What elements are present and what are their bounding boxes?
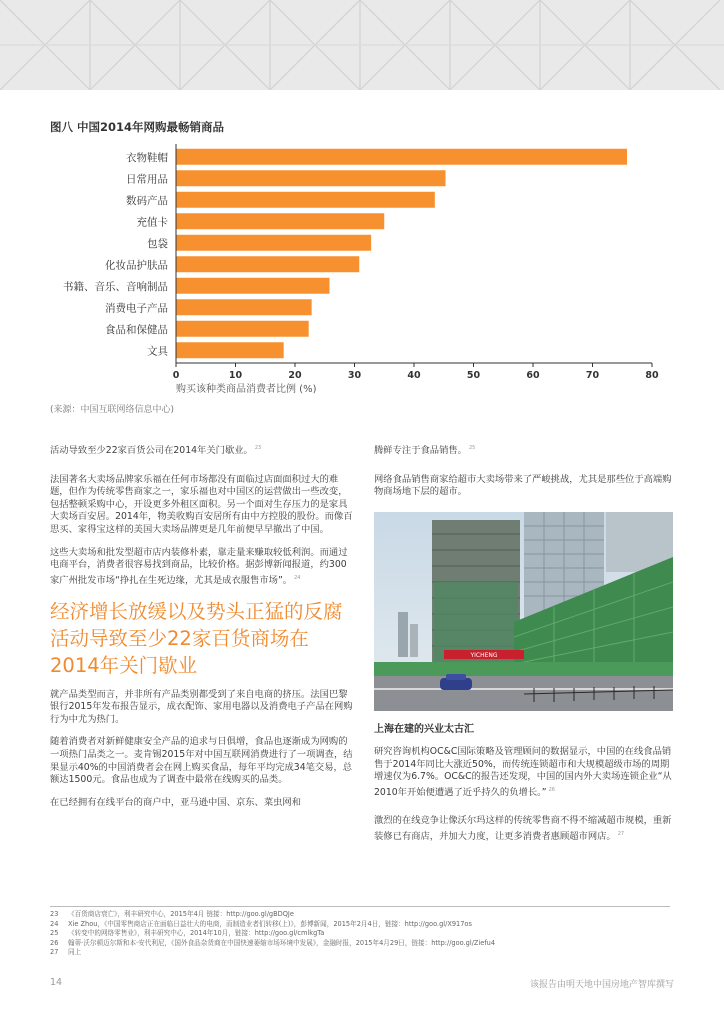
paragraph: 活动导致至少22家百货公司在2014年关门歇业。 $^{23}$ [50,445,262,457]
category-label: 书籍、音乐、音响制品 [63,280,168,293]
sign-text: YICHENG [470,652,498,659]
footnote-ref: 25 [468,445,476,451]
page-footer: 该报告由明天地中国房地产智库撰写 [529,980,674,990]
bar [176,299,312,315]
category-label: 食品和保健品 [105,323,168,336]
category-label: 数码产品 [126,194,168,207]
bar [176,278,330,294]
category-label: 消费电子产品 [105,302,168,315]
header-banner [0,0,724,90]
category-label: 化妆品护肤品 [105,259,168,272]
x-tick-label: 0 [172,370,180,381]
left-column [50,442,355,819]
bar [176,213,384,229]
x-tick-label: 60 [526,370,540,381]
photo-caption: 上海在建的兴业太古汇 [374,724,474,735]
category-label: 日常用品 [126,173,168,186]
bar [176,149,627,165]
footnote-ref: 27 [617,831,625,838]
construction-photo [374,512,673,711]
category-label: 文具 [147,345,168,358]
footnotes [50,906,670,958]
paragraph: 随着消费者对新鲜健康安全产品的追求与日俱增，食品也逐渐成为网购的一项热门品类之一。麦肯锡2015年对中国互联网消费进行了一项调查，结果显示40%的中国消费者会在网上购买食品，每年平均完成34笔交易，总额达1500元。食品也成为了调查中最常在线购买的品类。 [50,736,353,786]
category-label: 衣物鞋帽 [126,151,168,164]
paragraph: 研究咨询机构OC&C国际策略及管理顾问的数据显示，中国的在线食品销售于2014年同比大涨近50%，而传统连锁超市和大规模超级市场的周期增速仅为6.7%。OC&C的报告还发现，中国的国内外大卖场连锁企业“从2010年开始便遭遇了近乎持久的负增长。” $^{26}$ [374,746,672,798]
paragraph: 这些大卖场和批发型超市店内装修朴素，靠走量来赚取较低利润。而通过电商平台，消费者很容易找到商品，比较价格。据彭博新闻报道，约300家广州批发市场“挣扎在生死边缘，尤其是成衣服售市场”。 $^{24}$ [50,546,348,586]
footnote-ref: 24 [294,574,301,581]
x-tick-label: 80 [645,370,659,381]
x-tick-label: 20 [288,370,302,381]
bar-chart [0,140,724,402]
paragraph: 法国著名大卖场品牌家乐福在任何市场都没有面临过店面面积过大的难题，但作为传统零售商家之一，家乐福也对中国区的运营做出一些改变，包括整顿采购中心，开设更多外租区面积。另一个面对生存压力的是家具大卖场百安居。2014年，物美收购百安居所有由中方控股的股份。而像百思买、家得宝这样的美国大卖场品牌更是几年前便早早撤出了中国。 [50,473,353,536]
footnote: 26 翰蒂·沃尔顿迈尔斯和本·安代利尼，《国外食品杂货商在中国快速萎缩市场环境中发展》，金融时报，2015年4月29日，链接：http://goo.gl/Ziefu4 [50,938,496,947]
footnote-ref: 26 [548,786,555,793]
figure-title: 图八 中国2014年网购最畅销商品 [50,120,225,134]
paragraph: 就产品类型而言，并非所有产品类别都受到了来自电商的挤压。法国巴黎银行2015年发布报告显示，成衣配饰、家用电器以及消费电子产品在网购行为中尤为热门。 [50,688,353,725]
x-tick-label: 70 [585,370,600,381]
x-tick-label: 30 [347,370,362,381]
bar [176,192,435,208]
page-number: 14 [50,977,63,988]
footnote-ref: 23 [254,445,262,451]
figure-source: (来源：中国互联网络信息中心) [50,405,175,415]
bar [176,342,284,358]
bar [176,256,359,272]
geometric-pattern [0,0,724,90]
footnote: 25 《转变中的网络零售业》，利丰研究中心，2014年10月，链接：http://goo.gl/cmlkgTa [50,929,325,937]
bar [176,321,309,337]
paragraph: 网络食品销售商家给超市大卖场带来了严峻挑战，尤其是那些位于高端购物商场地下层的超市。 [374,473,672,498]
x-tick-label: 10 [228,370,243,381]
paragraph: 在已经拥有在线平台的商户中，亚马逊中国、京东、菜虫网和 [50,796,302,808]
category-label: 包袋 [147,237,168,250]
pull-quote-headline: 经济增长放缓以及势头正猛的反腐活动导致至少22家百货商场在2014年关门歇业 [50,599,343,677]
x-axis-title: 购买该种类商品消费者比例 (%) [176,384,317,395]
footnote: 23 《百货商店衰亡》，利丰研究中心，2015年4月 链接：http://goo.gl/gBDQJe [50,910,294,918]
right-column-bottom [374,746,674,854]
paragraph: 激烈的在线竞争让像沃尔玛这样的传统零售商不得不缩减超市规模，重新装修已有商店，并加大力度，让更多消费者惠顾超市网店。 $^{27}$ [374,815,672,843]
bar [176,170,446,186]
bar [176,235,371,251]
footnote: 24 Xie Zhou，《中国零售商店正在面临日益壮大的电商，而制造业者们转移(上)》，彭博新闻，2015年2月4日，链接：http://goo.gl/X917os [50,919,472,928]
category-label: 充值卡 [136,216,168,229]
right-column-top [374,442,674,509]
paragraph: 腾鲜专注于食品销售。 $^{25}$ [374,445,476,457]
x-tick-label: 40 [407,370,421,381]
footnote: 27 同上 [50,948,82,956]
x-tick-label: 50 [466,370,481,381]
